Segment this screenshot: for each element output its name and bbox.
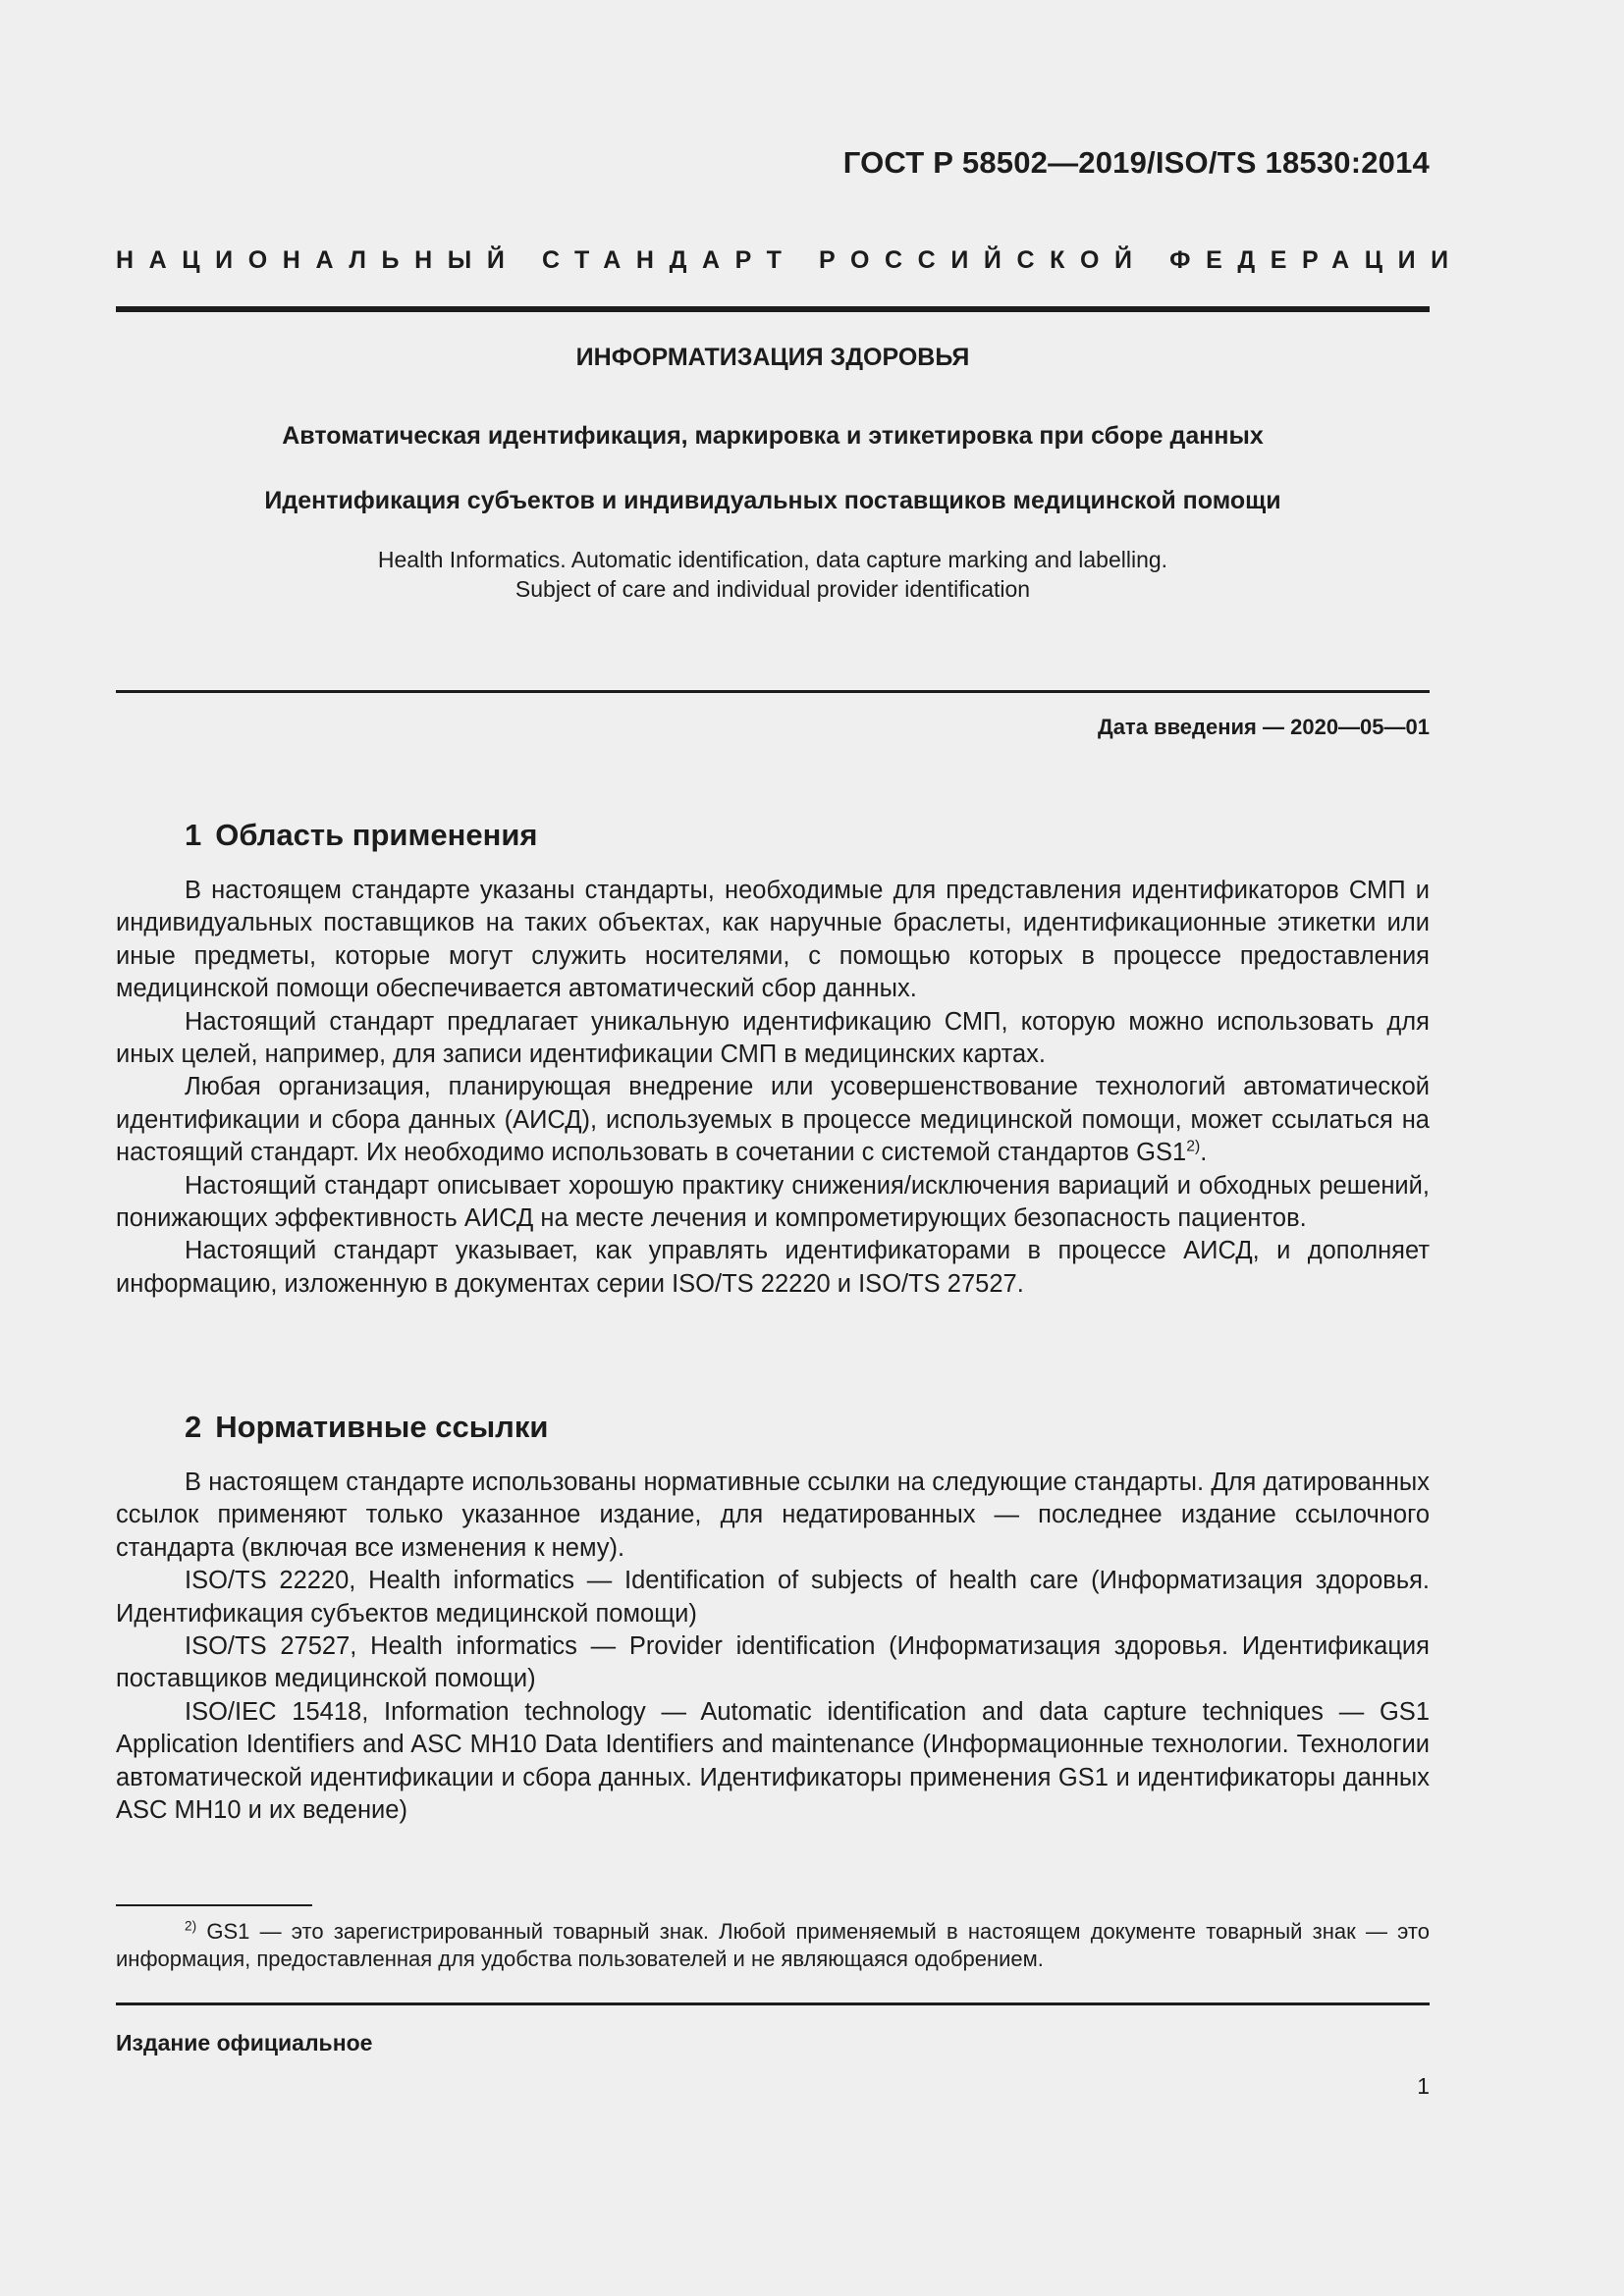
footnote-marker: 2)	[185, 1918, 197, 1934]
title-divider	[116, 690, 1430, 693]
official-edition-label: Издание официальное	[116, 2030, 373, 2056]
section-2-reference: ISO/IEC 15418, Information technology — Automatic identification and data capture techniques — GS1 Application Identifiers and ASC MH10 Data Identifiers and maintenance (Информационные технологии. Технологии автоматической идентификации и сбора данных. Идентификаторы применения GS1 и идентификаторы данных ASC MH10 и их ведение)	[116, 1697, 1430, 1825]
section-2-number: 2	[185, 1410, 202, 1444]
section-1-paragraph: Настоящий стандарт указывает, как управлять идентификаторами в процессе АИСД, и дополняет информацию, изложенную в документах серии ISO/TS 22220 и ISO/TS 27527.	[116, 1237, 1430, 1298]
footnote-divider	[116, 1904, 312, 1906]
english-title-line-1: Health Informatics. Automatic identification, data capture marking and labelling.	[377, 547, 1168, 572]
section-1-paragraph-end: .	[1200, 1139, 1208, 1167]
footnote	[116, 1918, 1430, 1973]
section-1-paragraph-text: Любая организация, планирующая внедрение или усовершенствование технологий автоматической идентификации и сбора данных (АИСД), используемых в процессе медицинской помощи, может ссылаться на настоящий стандарт. Их необходимо использовать в сочетании с системой стандартов GS1	[116, 1073, 1430, 1167]
english-title	[116, 545, 1430, 604]
section-2-reference: ISO/TS 27527, Health informatics — Provider identification (Информатизация здоровья. Идентификация поставщиков медицинской помощи)	[116, 1632, 1430, 1693]
section-1-paragraph: Настоящий стандарт описывает хорошую практику снижения/исключения вариаций и обходных решений, понижающих эффективность АИСД на месте лечения и компрометирующих безопасность пациентов.	[116, 1171, 1430, 1233]
section-1-title: Область применения	[215, 818, 538, 852]
section-1-heading	[185, 818, 538, 853]
section-1-paragraph: Настоящий стандарт предлагает уникальную идентификацию СМП, которую можно использовать для иных целей, например, для записи идентификации СМП в медицинских картах.	[116, 1007, 1430, 1069]
national-standard-title: НАЦИОНАЛЬНЫЙ СТАНДАРТ РОССИЙСКОЙ ФЕДЕРАЦИИ	[116, 246, 1464, 274]
section-1-paragraph: В настоящем стандарте указаны стандарты, необходимые для представления идентификаторов СМП и индивидуальных поставщиков на таких объектах, как наручные браслеты, идентификационные этикетки или иные предметы, которые могут служить носителями, с помощью которых в процессе предоставления медицинской помощи обеспечивается автоматический сбор данных.	[116, 877, 1430, 1003]
section-2-title: Нормативные ссылки	[215, 1410, 549, 1444]
section-2-reference: ISO/TS 22220, Health informatics — Identification of subjects of health care (Информатизация здоровья. Идентификация субъектов медицинской помощи)	[116, 1567, 1430, 1628]
subtitle-2: Идентификация субъектов и индивидуальных поставщиков медицинской помощи	[264, 487, 1281, 514]
section-1-body	[116, 875, 1430, 1301]
section-1-paragraph	[116, 1071, 1430, 1169]
document-code: ГОСТ Р 58502—2019/ISO/TS 18530:2014	[842, 145, 1430, 180]
main-title: ИНФОРМАТИЗАЦИЯ ЗДОРОВЬЯ	[575, 344, 970, 371]
footnote-text: GS1 — это зарегистрированный товарный знак. Любой применяемый в настоящем документе товарный знак — это информация, предоставленная для удобства пользователей и не являющаяся одобрением.	[116, 1919, 1430, 1971]
footer-divider	[116, 2002, 1430, 2005]
english-title-line-2: Subject of care and individual provider identification	[514, 576, 1031, 602]
section-2-body	[116, 1467, 1430, 1827]
subtitle-1: Автоматическая идентификация, маркировка и этикетировка при сборе данных	[282, 422, 1264, 450]
introduction-date: Дата введения — 2020—05—01	[1098, 715, 1430, 739]
section-2-paragraph: В настоящем стандарте использованы нормативные ссылки на следующие стандарты. Для датированных ссылок применяют только указанное издание, для недатированных — последнее издание ссылочного стандарта (включая все изменения к нему).	[116, 1468, 1430, 1562]
header-divider	[116, 306, 1430, 312]
section-1-number: 1	[185, 818, 202, 852]
section-2-heading	[185, 1410, 548, 1445]
footnote-reference[interactable]: 2)	[1186, 1138, 1201, 1155]
page-number: 1	[1417, 2073, 1430, 2099]
